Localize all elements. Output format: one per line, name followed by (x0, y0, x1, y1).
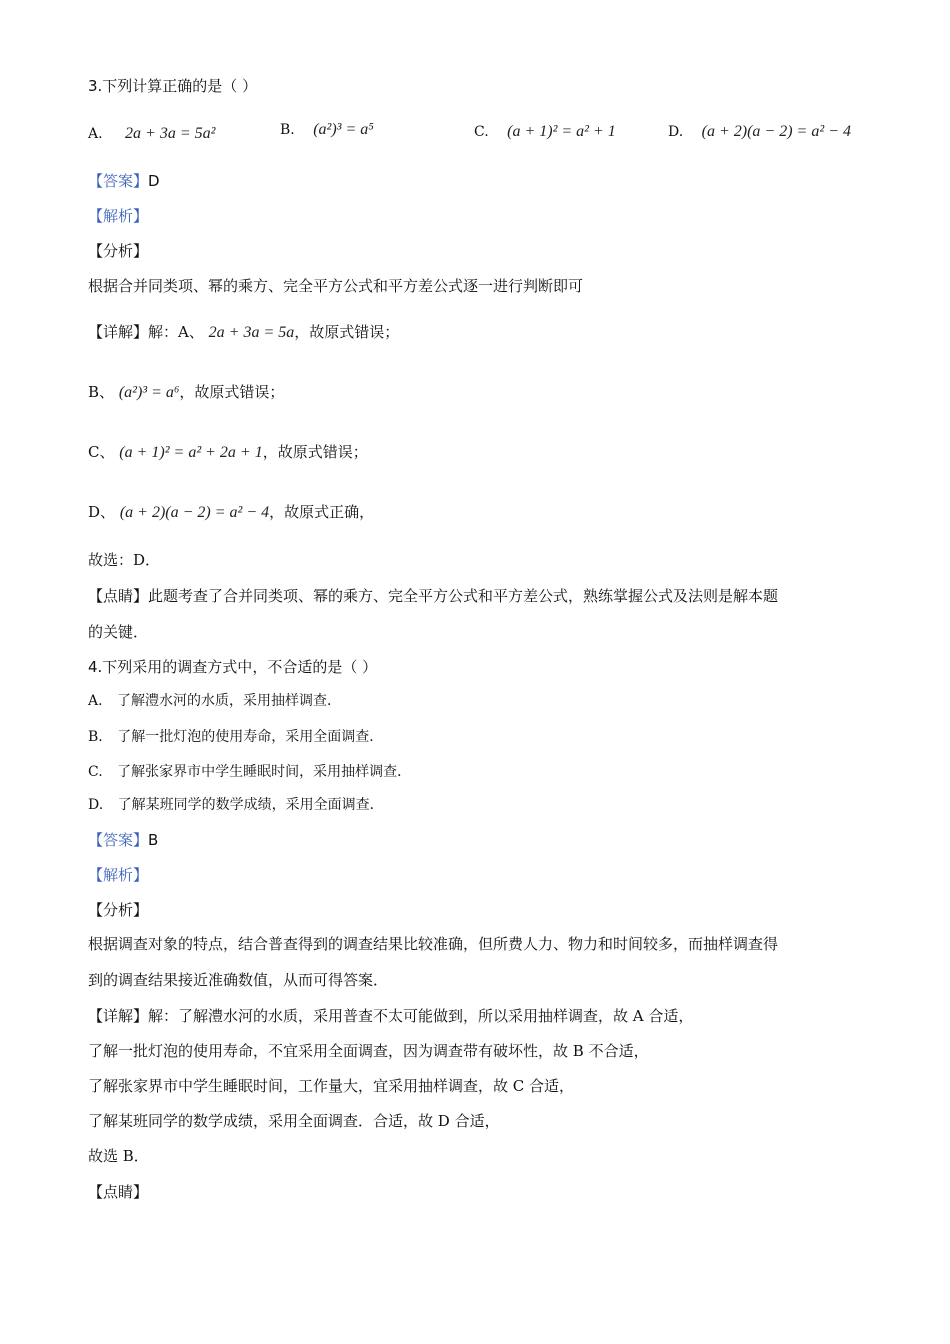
option-expr: 2a + 3a = 5a² (125, 125, 216, 142)
q3-dianjing-line1 (88, 586, 778, 606)
dianjing-tag: 【点睛】 (88, 587, 149, 605)
detail-suffix: ，故原式错误； (179, 383, 285, 401)
q4-fenxi-tag: 【分析】 (88, 901, 149, 919)
q4-option-a (88, 691, 341, 711)
q3-option-c (474, 122, 616, 142)
detail-suffix: ，故原式错误； (262, 443, 368, 461)
q3-detail-d (88, 502, 374, 523)
option-label: B. (280, 122, 295, 138)
answer-tag: 【答案】 (88, 172, 149, 190)
q4-option-c (88, 762, 411, 782)
q4-fenxi-line1: 根据调查对象的特点，结合普查得到的调查结果比较准确，但所费人力、物力和时间较多，而抽样调查得 (88, 935, 779, 953)
q3-fenxi-tag: 【分析】 (88, 242, 149, 260)
q3-dianjing-line2: 的关键． (88, 623, 149, 641)
detail-expr: (a + 1)² = a² + 2a + 1 (119, 444, 263, 461)
answer-tag: 【答案】 (88, 831, 149, 849)
option-expr: (a + 2)(a − 2) = a² − 4 (701, 123, 851, 140)
q4-detail-line3: 了解张家界市中学生睡眠时间，工作量大，宜采用抽样调查，故 C 合适， (88, 1077, 575, 1095)
detail-expr: (a + 2)(a − 2) = a² − 4 (119, 504, 270, 521)
q3-analysis-tag: 【解析】 (88, 207, 149, 225)
answer-value: D (148, 172, 160, 190)
detail-text: 解：了解澧水河的水质，采用普查不太可能做到，所以采用抽样调查，故 A 合适， (148, 1007, 694, 1025)
option-expr: (a²)³ = a⁵ (313, 121, 374, 138)
q3-detail-a (88, 322, 399, 343)
q4-choose: 故选 B． (88, 1147, 149, 1165)
q4-dianjing-tag: 【点睛】 (88, 1183, 149, 1201)
detail-suffix: ，故原式正确， (269, 503, 375, 521)
option-label: D. (88, 797, 104, 813)
q3-option-d (668, 122, 851, 142)
dianjing-text: 此题考查了合并同类项、幂的乘方、完全平方公式和平方差公式，熟练掌握公式及法则是解本题 (148, 587, 779, 605)
detail-suffix: ，故原式错误； (294, 323, 400, 341)
detail-tag: 【详解】 (88, 323, 149, 341)
option-expr: (a + 1)² = a² + 1 (507, 123, 616, 140)
q4-option-b (88, 727, 383, 747)
detail-prefix: 解：A、 (148, 323, 204, 341)
q3-answer-line (88, 171, 160, 191)
q4-detail-line4: 了解某班同学的数学成绩，采用全面调查．合适，故 D 合适， (88, 1112, 500, 1130)
option-label: B. (88, 729, 103, 745)
q3-choose: 故选：D． (88, 551, 161, 569)
detail-expr: (a²)³ = a⁶ (118, 384, 180, 401)
q4-stem: 4.下列采用的调查方式中，不合适的是（ ） (88, 658, 378, 676)
q4-detail-line2: 了解一批灯泡的使用寿命，不宜采用全面调查，因为调查带有破坏性，故 B 不合适， (88, 1042, 649, 1060)
q4-detail-line1 (88, 1006, 693, 1026)
option-label: A. (88, 126, 103, 142)
option-text: 了解澧水河的水质，采用抽样调查． (117, 693, 342, 709)
option-label: C. (88, 764, 103, 780)
q4-answer-line (88, 830, 158, 850)
option-text: 了解某班同学的数学成绩，采用全面调查． (117, 797, 384, 813)
q3-stem: 3.下列计算正确的是（ ） (88, 77, 258, 95)
option-text: 了解张家界市中学生睡眠时间，采用抽样调查． (117, 764, 412, 780)
answer-value: B (148, 831, 159, 849)
q4-option-d (88, 795, 384, 815)
q3-fenxi-text: 根据合并同类项、幂的乘方、完全平方公式和平方差公式逐一进行判断即可 (88, 277, 584, 295)
detail-expr: 2a + 3a = 5a (208, 324, 295, 341)
detail-prefix: B、 (88, 383, 115, 401)
q3-detail-c (88, 442, 368, 463)
q3-detail-b (88, 382, 284, 403)
option-text: 了解一批灯泡的使用寿命，采用全面调查． (117, 729, 384, 745)
detail-prefix: C、 (88, 443, 115, 461)
q3-option-a (88, 124, 215, 144)
detail-tag: 【详解】 (88, 1007, 149, 1025)
detail-prefix: D、 (88, 503, 116, 521)
option-label: A. (88, 693, 103, 709)
q4-fenxi-line2: 到的调查结果接近准确数值，从而可得答案． (88, 971, 389, 989)
option-label: C. (474, 124, 489, 140)
option-label: D. (668, 124, 684, 140)
q4-analysis-tag: 【解析】 (88, 866, 149, 884)
q3-option-b (280, 120, 374, 140)
